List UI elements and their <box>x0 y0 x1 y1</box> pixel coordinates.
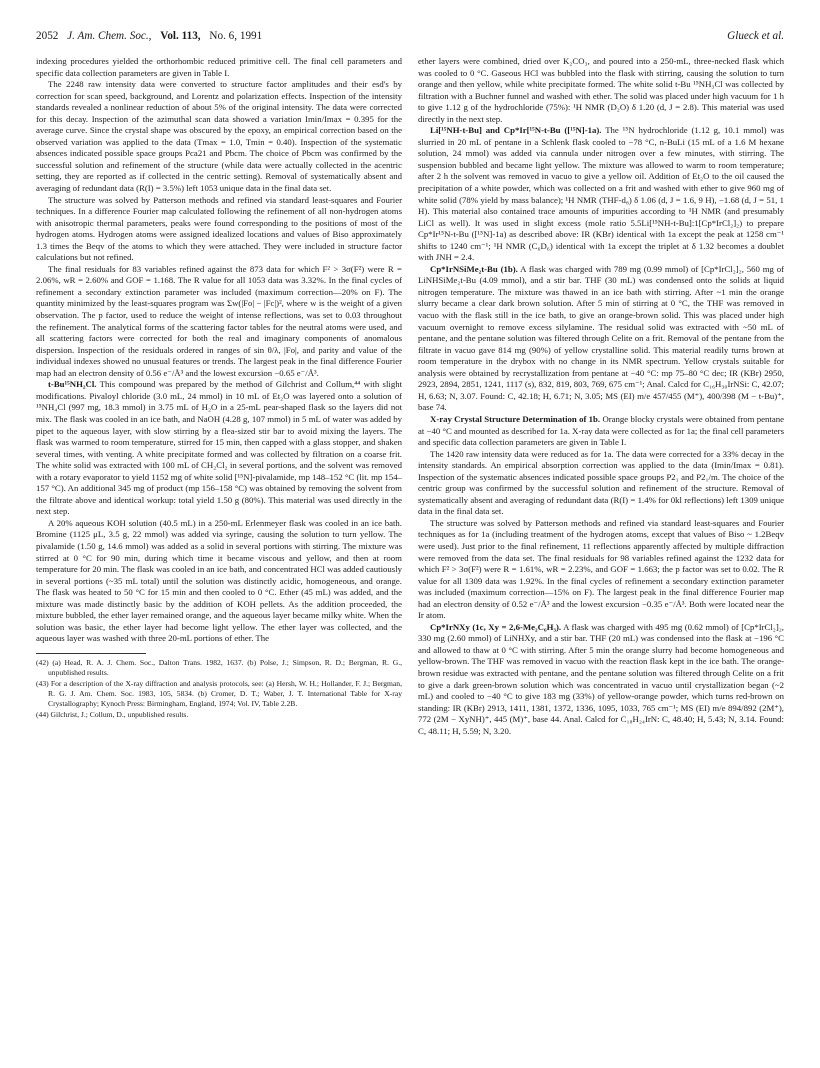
section-runin-heading: Cp*IrNXy (1c, Xy = 2,6-Me₂C₆H₃). <box>430 621 562 632</box>
paragraph-text: A flask was charged with 495 mg (0.62 mmol) of [Cp*IrCl₂]₂, 330 mg (2.60 mmol) of LiNHXy, and a stir bar. THF (20 mL) was condensed into the flask at −196 °C and allowed to thaw at 0 °C with stirring. After 5 min the orange slurry had become homogeneous and yellow-brown. The THF was removed in vacuo with the reaction flask kept in the ice bath. The orange-brown residue was extracted with pentane, and the pentane solution was filtered through Celite on a frit to give a dark green-brown solution which was concentrated in vacuo until crystallization began (~2 mL) and cooled to −40 °C to give 183 mg (33%) of yellow-orange powder, which turns red-brown on standing: IR (KBr) 2913, 1411, 1381, 1372, 1336, 1095, 1033, 765 cm⁻¹; MS (EI) m/e 894/892 (2M⁺), 772 (2M − XyNH)⁺, 445 (M)⁺, base 44. Anal. Calcd for C₁₈H₂₄IrN: C, 48.40; H, 5.43; N, 3.14. Found: C, 48.11; H, 5.59; N, 3.20. <box>418 621 784 736</box>
two-column-body <box>36 56 784 737</box>
paragraph-text: A flask was charged with 789 mg (0.99 mmol) of [Cp*IrCl₂]₂, 560 mg of LiNHSiMe₂t-Bu (4.09 mmol), and a stir bar. THF (30 mL) was condensed onto the solids at liquid nitrogen temperature. The mixture was thawed in an ice bath with stirring. After ~1 min the orange slurry became a clear dark brown solution. After 5 min of stirring at 0 °C, the THF was removed in vacuo with the flask still in the ice bath, to give an orange-brown solid. This was placed under high vacuum overnight to remove excess silylamine. The residual solid was extracted with ~50 mL of pentane, and the pentane solution was filtered through Celite on a frit. Removal of the pentane from the filtrate in vacuo gave 814 mg (90%) of yellow crystalline solid. This material readily turns brown at room temperature in the drybox with no change in its NMR spectrum. Yellow crystals suitable for analysis were obtained by recrystallization from pentane at −40 °C: mp 75–80 °C dec; IR (KBr) 2950, 2923, 2894, 2851, 1241, 1117 (s), 832, 819, 803, 769, 675 cm⁻¹; Anal. Calcd for C₁₆H₃₀IrNSi: C, 42.07; H, 6.63; N, 3.07. Found: C, 42.18; H, 6.71; N, 3.05; MS (EI) m/e 457/455 (M⁺), 400/398 (M − t-Bu)⁺, base 74. <box>418 263 784 413</box>
body-paragraph <box>418 125 784 264</box>
body-paragraph <box>418 264 784 414</box>
journal-issue: No. 6, 1991 <box>209 30 263 42</box>
journal-volume: Vol. 113, <box>160 30 201 42</box>
paragraph-text: indexing procedures yielded the orthorhombic reduced primitive cell. The final cell parameters and specific data collection parameters are given in Table I. <box>36 56 402 78</box>
running-head <box>36 30 784 46</box>
body-paragraph <box>36 79 402 194</box>
paragraph-text: The ¹⁵N hydrochloride (1.12 g, 10.1 mmol) was slurried in 20 mL of pentane in a Schlenk flask cooled to −78 °C, n-BuLi (15 mL of a 1.6 M hexane solution, 24 mmol) was added via cannula under nitrogen over a few minutes, with stirring. The suspension bubbled and became light yellow. The mixture was allowed to warm to room temperature; after 2 h the solvent was removed in vacuo to give a yellow oil. Addition of Et₂O to the oil caused the precipitation of a white powder, which was collected on a frit and washed with ether to give 960 mg of white solid (78% yield by mass balance); ¹H NMR (THF-d₈) δ 1.06 (d, J = 1.6, 9 H), −1.68 (d, J = 51, 1 H). This material also contained trace amounts of impurities according to ¹H NMR (and presumably LiCl as well). It was used in slight excess (mole ratio 5.5Li[¹⁵NH-t-Bu]:1[Cp*IrCl₂]₂) to prepare Cp*Ir¹⁵N-t-Bu ([¹⁵N]-1a) as described above: IR (KBr) identical with 1a except the peak at 1258 cm⁻¹ shifts to 1240 cm⁻¹; ¹H NMR (C₆D₆) identical with 1a except the triplet at δ 1.32 becomes a doublet with JNH = 2.4. <box>418 125 785 263</box>
right-column <box>418 56 784 737</box>
paragraph-text: The 2248 raw intensity data were converted to structure factor amplitudes and their esd's by correction for scan speed, background, and Lorentz and polarization effects. Inspection of the intensity standards revealed a nonlinear reduction of about 5% of the original intensity. The data were corrected for this decay. Inspection of the azimuthal scan data showed a variation Imin/Imax = 0.395 for the average curve. Since the crystal shape was obscured by the epoxy, an empirical correction based on the observed variation was applied to the data (Tmax = 1.0, Tmin = 0.40). Inspection of the systematic absences indicated possible space groups Pca21 and Pbcm. The choice of Pbcm was confirmed by the successful solution and refinement of the structure (while data were actually collected in the acentric setting, they are reported as if collected in the centric setting). Removal of systematically absent and averaging of redundant data (R(I) = 3.5%) left 1053 unique data in the final data set. <box>36 79 402 194</box>
running-head-left <box>36 30 268 42</box>
section-runin-heading: t-Bu¹⁵NH₂Cl. <box>48 379 97 390</box>
left-column <box>36 56 402 721</box>
body-paragraph <box>418 414 784 449</box>
body-paragraph <box>36 195 402 264</box>
footnote: (43) For a description of the X-ray diffraction and analysis protocols, see: (a) Hersh, W. H.; Hollander, F. J.; Bergman, R. G. J. Am. Chem. Soc. 1983, 105, 5834. (b) Cromer, D. T.; Waber, J. T. International Table for X-ray Crystallography; Kynoch Press: Birmingham, England, 1974; Vol. IV, Table 2.2B. <box>36 679 402 709</box>
body-paragraph <box>36 56 402 79</box>
paragraph-text: ether layers were combined, dried over K₂CO₃, and poured into a 250-mL, three-necked flask which was cooled to 0 °C. Gaseous HCl was bubbled into the flask with stirring, causing the solution to turn orange and then yellow, while white precipitate formed. The white solid t-Bu ¹⁵NH₃Cl was collected by filtration with a Buchner funnel and washed with ether. The solid was placed under high vacuum for 1 h to give 1.12 g of the hydrochloride (75%): ¹H NMR (D₂O) δ 1.20 (d, J = 2.8). This material was used directly in the next step. <box>418 56 784 124</box>
body-paragraph <box>418 518 784 622</box>
footnote-rule <box>36 653 146 654</box>
body-paragraph <box>36 379 402 518</box>
body-paragraph <box>418 449 784 518</box>
running-head-authors: Glueck et al. <box>727 30 784 42</box>
body-paragraph <box>36 518 402 645</box>
journal-title: J. Am. Chem. Soc., <box>67 30 152 42</box>
page-number: 2052 <box>36 30 59 42</box>
paragraph-text: The 1420 raw intensity data were reduced as for 1a. The data were corrected for a 33% decay in the intensity standards. An empirical absorption correction was applied to the data (Imin/Imax = 0.81). Inspection of the systematic absences indicated possible space groups P2₁ and P2₁/m. The choice of the centric group was confirmed by the successful solution and refinement of the structure. Removal of systematically absent and averaging of redundant data (R(I) = 1.4% for 0kl reflections) left 1309 unique data in the final data set. <box>418 448 784 517</box>
paragraph-text: Orange blocky crystals were obtained from pentane at −40 °C and mounted as described for 1a. X-ray data were collected as for 1a; the final cell parameters and specific data collection parameters are given in Table I. <box>418 413 784 448</box>
section-runin-heading: Cp*IrNSiMe₂t-Bu (1b). <box>430 263 518 274</box>
paragraph-text: The final residuals for 83 variables refined against the 873 data for which F² > 3σ(F²) were R = 2.06%, wR = 2.60% and GOF = 1.168. The R value for all 1053 data was 3.32%. In the final cycles of refinement a secondary extinction parameter was included (maximum correction—20% on F). The quantity minimized by the least-squares program was Σw(|Fo| − |Fc|)², where w is the weight of a given observation. The p factor, used to reduce the weight of intense reflections, was set to 0.03 throughout the refinement. The analytical forms of the scattering factor tables for the neutral atoms were used, and all scattering factors were corrected for both the real and imaginary components of anomalous dispersion. Inspection of the residuals ordered in ranges of sin θ/λ, |Fo|, and parity and value of the individual indexes showed no unusual features or trends. The largest peak in the final difference Fourier map had an electron density of 0.56 e⁻/Å³ and the lowest excursion −0.65 e⁻/Å³. <box>36 263 402 378</box>
section-runin-heading: Li[¹⁵NH-t-Bu] and Cp*Ir[¹⁵N-t-Bu ([¹⁵N]-1a). <box>430 125 602 136</box>
footnote: (42) (a) Head, R. A. J. Chem. Soc., Dalton Trans. 1982, 1637. (b) Polse, J.; Simpson, R. D.; Bergman, R. G., unpublished results. <box>36 657 402 677</box>
body-paragraph <box>418 622 784 737</box>
paragraph-text: A 20% aqueous KOH solution (40.5 mL) in a 250-mL Erlenmeyer flask was cooled in an ice bath. Bromine (1125 μL, 3.5 g, 22 mmol) was added via syringe, causing the solution to turn yellow. The pivalamide (1.50 g, 14.6 mmol) was added as a solid in several portions with stirring. The mixture was stirred at 0 °C for 90 min, during which time it became viscous and yellow, and then at room temperature for 20 min. The flask was cooled in an ice bath, and concentrated HCl was added cautiously in several portions (~35 mL total) until the solution was distinctly acidic, homogeneous, and orange. The flask was heated to 50 °C for 15 min and then cooled to 0 °C. Ether (45 mL) was added, and the mixture was made distinctly basic by the addition of KOH pellets. As the addition proceeded, the mixture bubbled, the ether layer remained orange, and the aqueous layer became milky white. When the solution was basic, the ether layer had become light yellow. The ether layer was collected, and the aqueous layer was washed with three 20-mL portions of ether. The <box>36 517 403 644</box>
body-paragraph <box>418 56 784 125</box>
section-runin-heading: X-ray Crystal Structure Determination of 1b. <box>430 413 601 424</box>
body-paragraph <box>36 264 402 379</box>
paragraph-text: The structure was solved by Patterson methods and refined via standard least-squares and Fourier techniques. In a difference Fourier map calculated following the refinement of all non-hydrogen atoms with anisotropic thermal parameters, peaks were found corresponding to the positions of most of the hydrogen atoms. Hydrogen atoms were assigned idealized locations and values of Biso approximately 1.3 times the Beqv of the atoms to which they were attached. They were included in structure factor calculations but not refined. <box>36 194 402 263</box>
paragraph-text: The structure was solved by Patterson methods and refined via standard least-squares and Fourier techniques as for 1a (including treatment of the hydrogen atoms, except that values of Biso ~ 1.2Beqv were used). Just prior to the final refinement, 11 reflections apparently affected by multiple diffraction were removed from the data set. The final residuals for 98 variables refined against the 1232 data for which F² > 3σ(F²) were R = 1.61%, wR = 2.23%, and GOF = 1.663; the p factor was set to 0.02. The R value for all 1309 data was 1.92%. In the final cycles of refinement a secondary extinction parameter was included (maximum correction—15% on F). The largest peak in the final difference Fourier map had an electron density of 0.52 e⁻/Å³ and the lowest excursion −0.35 e⁻/Å³. Both were located near the Ir atom. <box>418 517 784 621</box>
footnote: (44) Gilchrist, J.; Collum, D., unpublished results. <box>36 710 189 720</box>
paragraph-text: This compound was prepared by the method of Gilchrist and Collum,⁴⁴ with slight modifications. Pivaloyl chloride (3.0 mL, 24 mmol) in 10 mL of Et₂O was layered onto a solution of ¹⁵NH₄Cl (997 mg, 18.3 mmol) in 3.75 mL of H₂O in a 25-mL pear-shaped flask so the layers did not mix. The flask was cooled in an ice bath, and NaOH (4.28 g, 107 mmol) in 5 mL of water was added by pipet to the aqueous layer, with slow stirring by a flea-sized stir bar to avoid mixing the layers. The flask was warmed to room temperature, stirred for 15 min, then capped with a glass stopper, and shaken several times, with venting. A white precipitate formed and was collected by filtration on a coarse frit. The white solid was extracted with 100 mL of CH₂Cl₂ in several portions, and the solvent was removed with a rotary evaporator to yield 1152 mg of white solid [¹⁵N]-pivalamide, mp 148–152 °C (lit. mp 154–157 °C). An additional 345 mg of product (mp 156–158 °C) was obtained by removing the solvent from the filtrate above and identical workup: total yield 1.50 g (80%). This material was used directly in the next step. <box>36 379 402 517</box>
